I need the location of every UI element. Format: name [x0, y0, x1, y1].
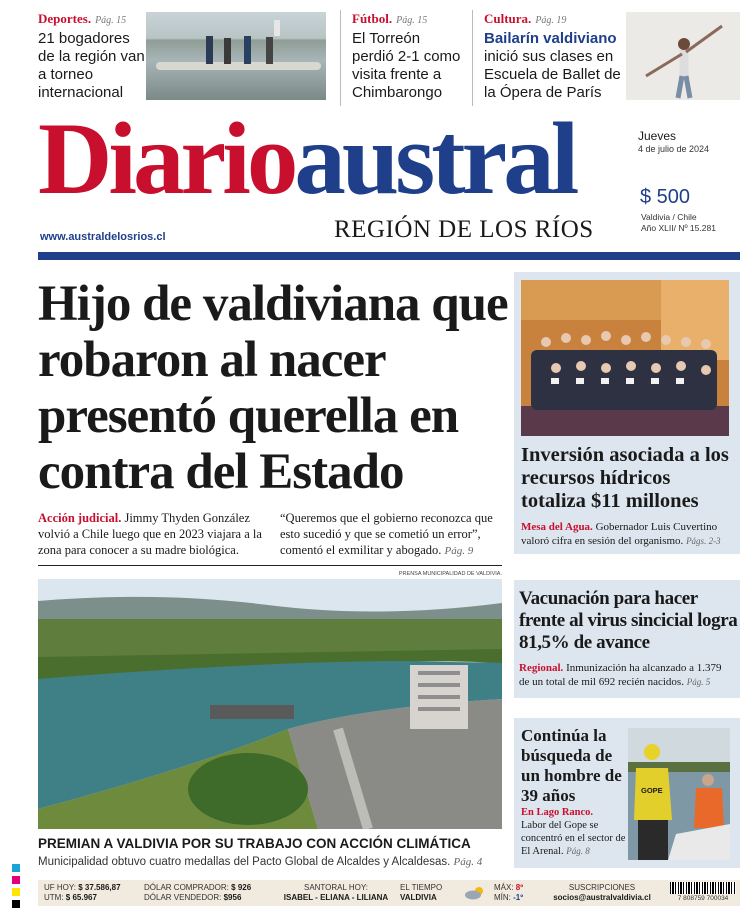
uf-label: UF HOY: [44, 883, 77, 892]
dolar-compra-value: $ 926 [231, 883, 252, 892]
vaccine-headline[interactable]: Vacunación para hacer frente al virus sincicial logra 81,5% de avance [519, 588, 738, 653]
vaccine-text: Inmunización ha alcanzado a 1.379 de un total de mil 692 recién nacidos. [519, 662, 722, 688]
issue-day: Jueves [638, 129, 677, 143]
valdivia-aerial-photo [38, 579, 502, 829]
teaser-section: Cultura. [484, 11, 532, 26]
rowers-photo [146, 12, 326, 100]
min-value: -1º [513, 893, 524, 902]
issue-date: 4 de julio de 2024 [638, 144, 710, 154]
main-headline[interactable]: Hijo de valdiviana que robaron al nacer presentó querella en contra del Estado [38, 276, 508, 500]
edition: Año XLII/ Nº 15.281 [641, 223, 716, 233]
water-kicker: Mesa del Agua. [521, 521, 593, 533]
city: Valdivia / Chile [641, 212, 697, 222]
uf-value: $ 37.586,87 [78, 883, 121, 892]
teaser-page: Pág. 19 [535, 15, 567, 26]
newspaper-logo[interactable]: Diarioaustral [38, 102, 576, 216]
teaser-page: Pág. 15 [95, 15, 127, 26]
main-lead [38, 510, 268, 558]
teaser-football[interactable] [352, 10, 464, 102]
utm-label: UTM: [44, 893, 64, 902]
dolar-venta-value: $956 [223, 893, 242, 902]
price: $ 500 [640, 186, 691, 208]
utm-value: $ 65.967 [65, 893, 97, 902]
teaser-page: Pág. 15 [396, 15, 428, 26]
teaser-text: El Torreón perdió 2-1 como visita frente a Chimbarongo [352, 30, 461, 101]
climate-sub [38, 856, 508, 868]
vaccine-page: Pág. 5 [686, 677, 711, 687]
teaser-text: inició sus clases en Escuela de Ballet de la Ópera de París [484, 48, 621, 101]
masthead-divider [38, 252, 740, 260]
vaccine-kicker: Regional. [519, 662, 564, 674]
meeting-group-photo [521, 280, 729, 436]
subs-label: SUSCRIPCIONES [568, 883, 636, 892]
main-page: Pág. 9 [444, 545, 474, 557]
teaser-section: Deportes. [38, 11, 92, 26]
climate-headline[interactable]: PREMIAN A VALDIVIA POR SU TRABAJO CON ACCIÓN CLIMÁTICA [38, 836, 471, 851]
max-label: MÁX: [494, 883, 514, 892]
teaser-section: Fútbol. [352, 11, 393, 26]
main-quote [280, 510, 502, 559]
climate-sub-text: Municipalidad obtuvo cuatro medallas del Pacto Global de Alcaldes y Alcaldesas. [38, 856, 451, 868]
color-register-magenta [12, 876, 20, 884]
barcode-text: 7 808759 700034 [677, 895, 729, 902]
vaccine-body [519, 661, 733, 689]
search-text: Labor del Gope se concentró en el sector de El Arenal. [521, 820, 626, 857]
search-headline[interactable]: Continúa la búsqueda de un hombre de 39 años [521, 726, 622, 805]
ballet-dancer-photo [626, 12, 740, 100]
water-headline[interactable]: Inversión asociada a los recursos hídricos totaliza $11 millones [521, 444, 729, 512]
teaser-sports[interactable] [38, 10, 146, 102]
main-kicker: Acción judicial. [38, 511, 122, 525]
gope-vest-label: GOPE [641, 786, 663, 795]
barcode [670, 882, 736, 903]
water-page: Págs. 2-3 [686, 536, 721, 546]
website-link[interactable]: www.australdelosrios.cl [40, 231, 166, 243]
min-label: MÍN: [494, 893, 511, 902]
main-quote-text: “Queremos que el gobierno reconozca que esto sucedió y que se cometió un error”, comentó el exmilitar y abogado. [280, 511, 493, 557]
weather-label: EL TIEMPO [400, 883, 443, 892]
climate-page: Pág. 4 [453, 856, 483, 868]
dolar-venta-label: DÓLAR VENDEDOR: [144, 893, 222, 902]
search-kicker: En Lago Ranco. [521, 807, 594, 818]
water-text: Gobernador Luis Cuvertino valoró cifra en sesión del organismo. [521, 521, 718, 547]
rescue-diver-photo [628, 728, 730, 860]
dolar-compra-label: DÓLAR COMPRADOR: [144, 883, 229, 892]
max-value: 8º [515, 883, 524, 892]
footer-bar [38, 880, 740, 906]
region-title: REGIÓN DE LOS RÍOS [334, 216, 594, 243]
weather-city: VALDIVIA [400, 893, 437, 902]
teaser-text: 21 bogadores de la región van a torneo internacional [38, 30, 145, 101]
color-register-yellow [12, 888, 20, 896]
search-page: Pág. 8 [566, 846, 590, 856]
teaser-bold: Bailarín valdiviano [484, 30, 617, 47]
color-register-black [12, 900, 20, 908]
subs-email[interactable]: socios@australvaldivia.cl [553, 893, 651, 902]
water-body [521, 520, 733, 548]
color-register-cyan [12, 864, 20, 872]
santoral-value: ISABEL - ELIANA - LILIANA [283, 893, 389, 902]
search-body [521, 806, 629, 858]
cloud-sun-icon [464, 886, 488, 903]
santoral-label: SANTORAL HOY: [303, 883, 369, 892]
main-lead-text: Jimmy Thyden González volvió a Chile luego que en 2023 viajara a la zona para conocer a su madre biológica. [38, 511, 262, 557]
teaser-culture[interactable] [484, 10, 628, 102]
photo-credit: PRENSA MUNICIPALIDAD DE VALDIVIA. [398, 571, 502, 577]
